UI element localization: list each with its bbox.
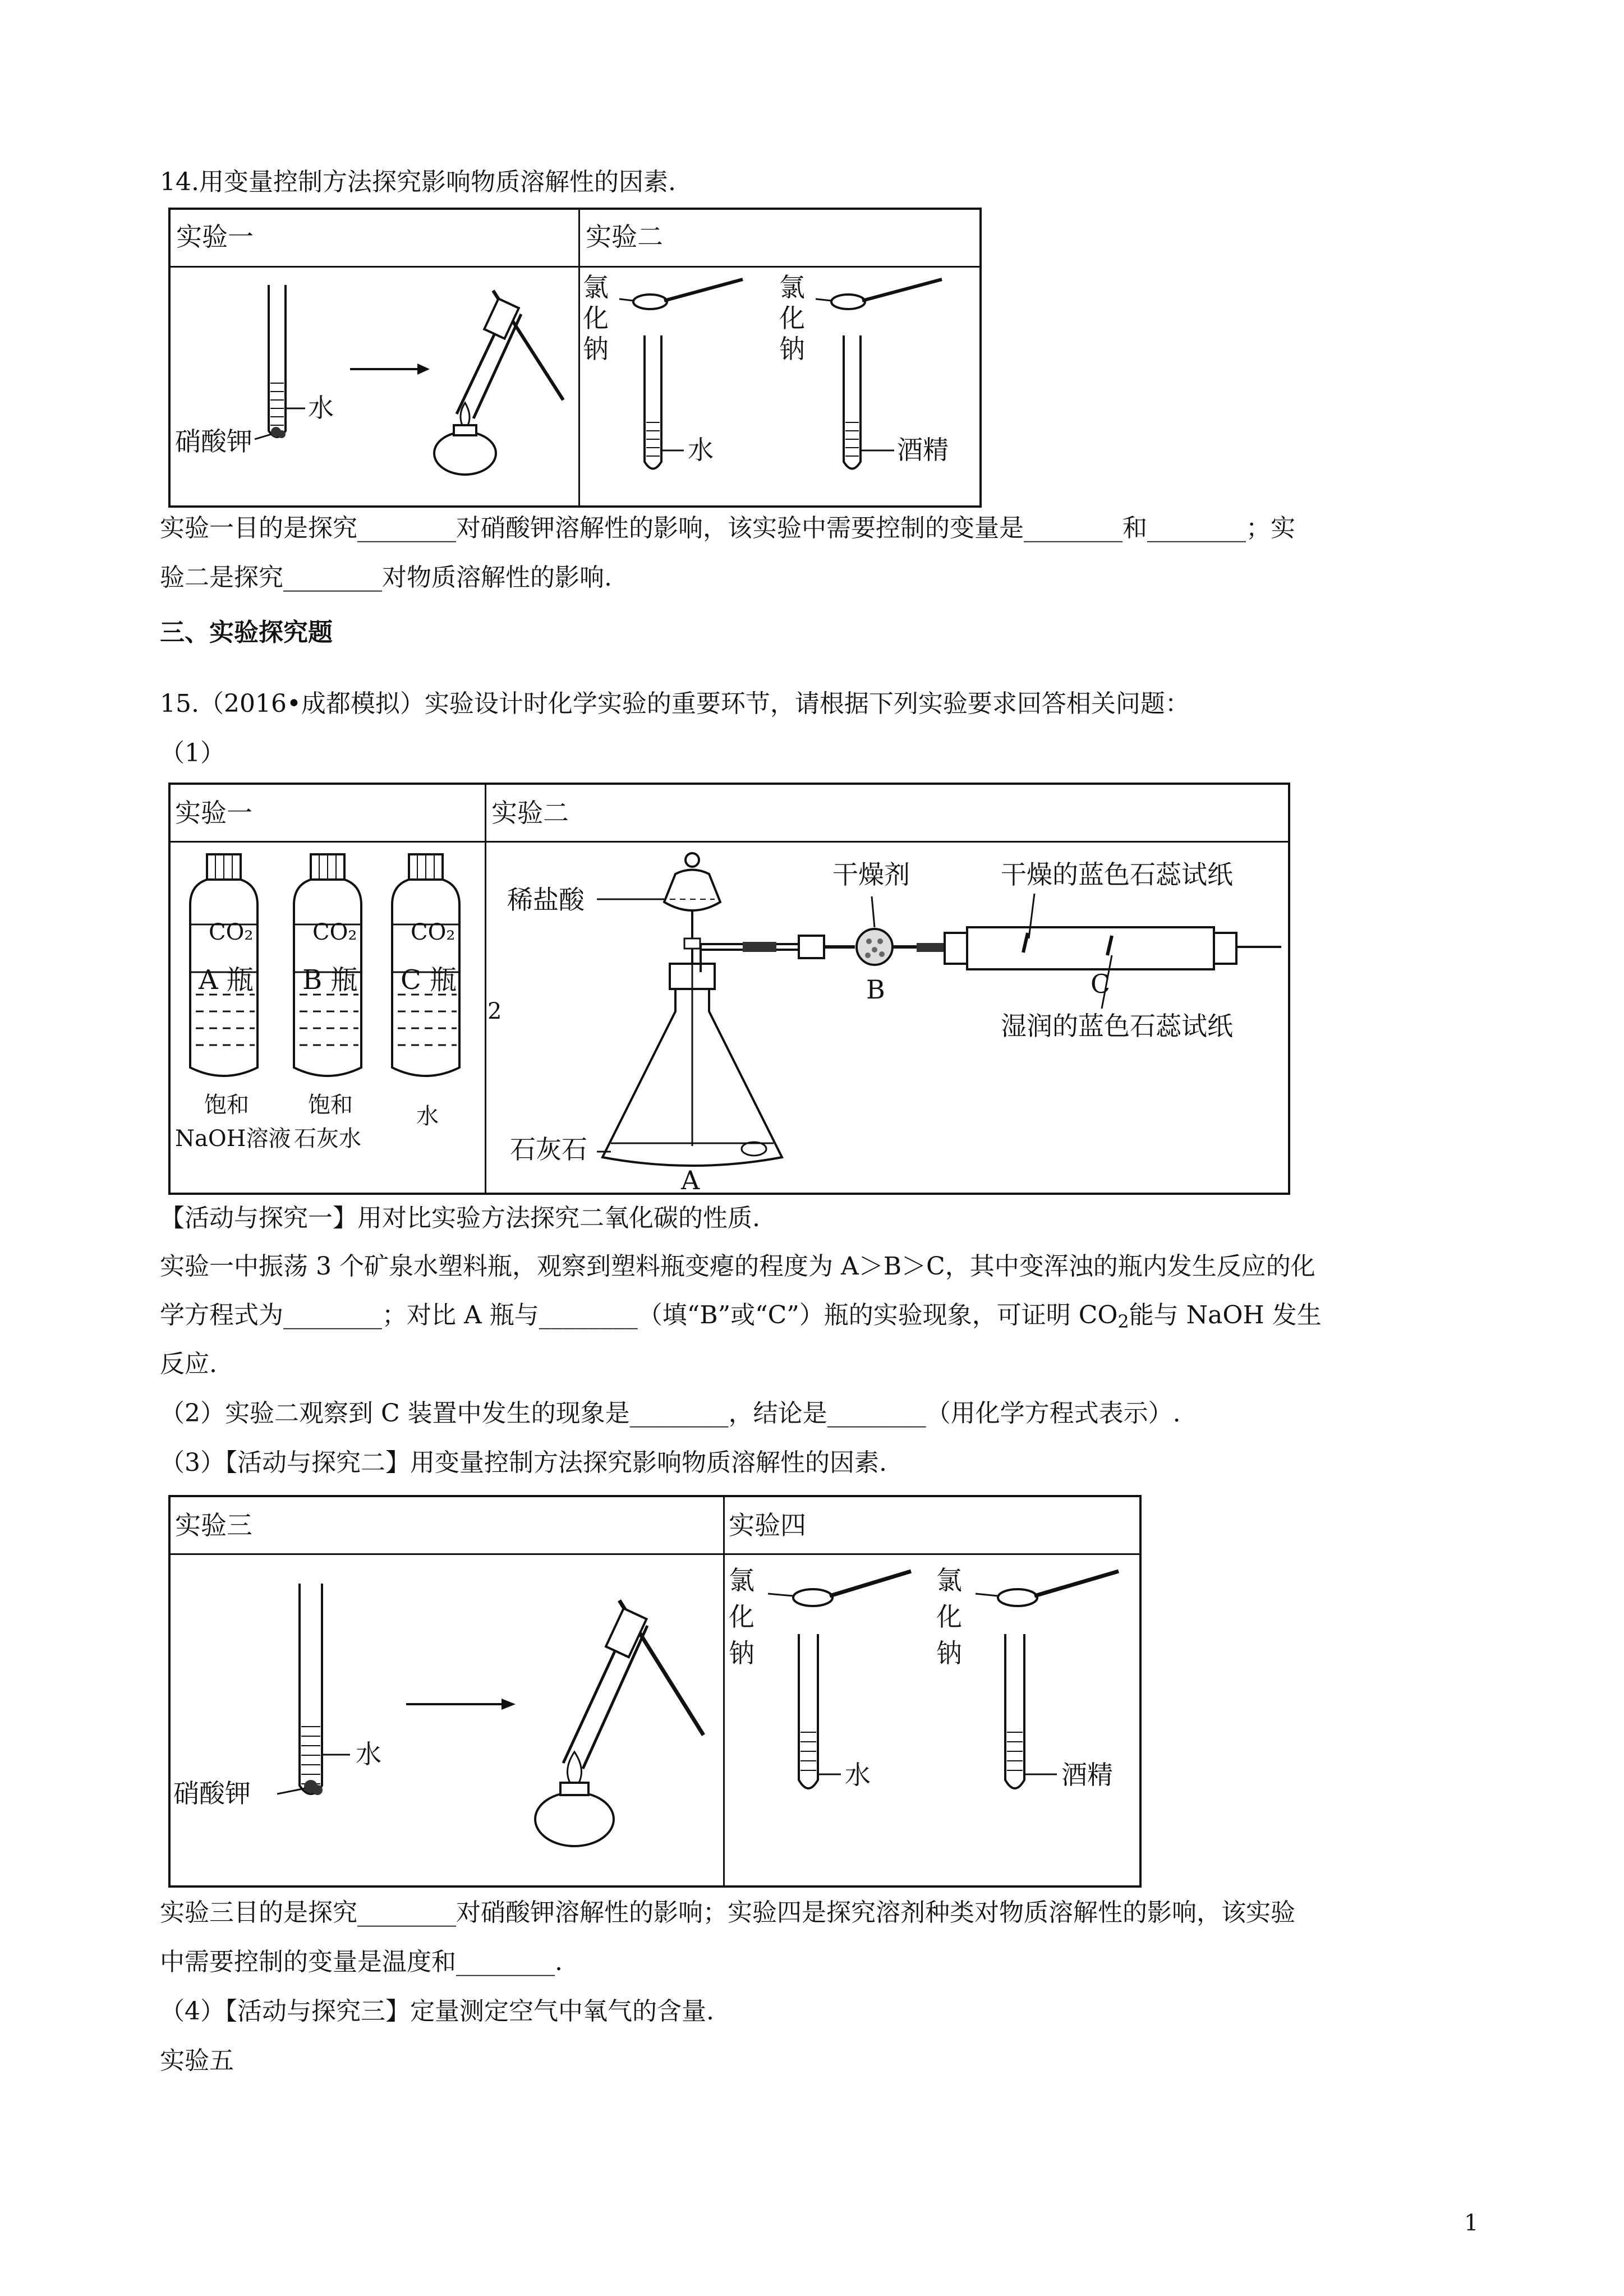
q15-table1 [168, 783, 1290, 1195]
bottle-b-caption1: 饱和 [308, 1092, 353, 1118]
bottle-b-gas: CO₂ [312, 919, 357, 945]
q15-t2-col1-header: 实验三 [175, 1510, 252, 1540]
q14-table [168, 208, 982, 508]
subscript: 2 [1117, 1312, 1129, 1332]
q14-exp1-figure [171, 268, 577, 508]
exp4-alcohol-label: 酒精 [1061, 1760, 1113, 1790]
p1-line3: 反应. [160, 1350, 217, 1378]
svg-text:氯 化 钠 [583, 272, 617, 364]
table-divider [171, 1553, 1139, 1555]
table-divider [723, 1497, 725, 1885]
bottle-c-gas: CO₂ [411, 919, 456, 945]
part4: （4）【活动与探究三】定量测定空气中氧气的含量. [160, 1997, 714, 2026]
part3: （3）【活动与探究二】用变量控制方法探究影响物质溶解性的因素. [160, 1448, 887, 1477]
q14-exp2-figure [580, 268, 981, 508]
limestone-label: 石灰石 [510, 1134, 587, 1165]
q15-exp3-figure [171, 1556, 720, 1888]
q14-line1: 实验一目的是探究________对硝酸钾溶解性的影响，该实验中需要控制的变量是________和________；实 [160, 514, 1295, 542]
wet-paper-label: 湿润的蓝色石蕊试纸 [1001, 1011, 1233, 1041]
dry-paper-label: 干燥的蓝色石蕊试纸 [1001, 859, 1233, 890]
bottle-a-gas: CO₂ [209, 919, 254, 945]
p3-line1: 实验三目的是探究________对硝酸钾溶解性的影响；实验四是探究溶剂种类对物质溶解性的影响，该实验 [160, 1898, 1295, 1927]
q14-salt-left-3: 钠 [583, 334, 609, 364]
bottle-b-caption2: 石灰水 [294, 1126, 361, 1152]
q15-table2 [168, 1495, 1142, 1888]
table-divider [485, 785, 486, 1193]
svg-text:氯 化 钠: 氯 化 钠 [779, 272, 805, 364]
desiccant-label: 干燥剂 [832, 859, 910, 890]
bottle-a-caption1: 饱和 [204, 1092, 249, 1118]
q14-solute-label: 硝酸钾 [175, 426, 252, 457]
q15-title: 15.（2016•成都模拟）实验设计时化学实验的重要环节，请根据下列实验要求回答相关问题： [160, 689, 1190, 718]
page-number: 1 [1464, 2210, 1479, 2236]
exp5-label: 实验五 [160, 2046, 234, 2075]
svg-text:氯 化 钠: 氯 化 钠 [729, 1565, 755, 1668]
section3-title: 三、实验探究题 [160, 618, 333, 647]
q14-salt-left-1: 氯 [583, 272, 609, 302]
bottle-a-caption2: NaOH溶液 [175, 1126, 291, 1152]
q15-part1-label: （1） [160, 739, 225, 767]
q14-salt-left-2: 化 [583, 303, 609, 333]
q14-water2-label: 水 [688, 435, 714, 465]
table-divider [171, 266, 979, 268]
bottle-c-name: C 瓶 [401, 964, 457, 996]
q15-apparatus-labels [507, 843, 1290, 1195]
stray-mark: 2 [487, 999, 502, 1024]
q15-t1-col2-header: 实验二 [491, 798, 569, 828]
exp3-solute-label: 硝酸钾 [173, 1778, 251, 1809]
activity1: 【活动与探究一】用对比实验方法探究二氧化碳的性质. [160, 1204, 760, 1232]
label-a: A [681, 1165, 700, 1195]
q15-exp4-figure [726, 1556, 1141, 1888]
p3-line2: 中需要控制的变量是温度和________. [160, 1948, 563, 1976]
q14-title: 14.用变量控制方法探究影响物质溶解性的因素. [160, 168, 676, 196]
bottle-c-caption1: 水 [416, 1103, 439, 1129]
q14-col2-header: 实验二 [586, 222, 663, 252]
q15-t1-col1-header: 实验一 [175, 798, 252, 828]
acid-label: 稀盐酸 [507, 885, 585, 915]
p1-line1: 实验一中振荡 3 个矿泉水塑料瓶，观察到塑料瓶变瘪的程度为 A＞B＞C，其中变浑浊的瓶内发生反应的化 [160, 1252, 1315, 1281]
exp3-water-label: 水 [356, 1739, 381, 1769]
q14-alcohol-label: 酒精 [897, 435, 949, 465]
label-b: B [866, 974, 885, 1005]
exp4-water-label: 水 [845, 1760, 871, 1790]
q14-line2: 验二是探究________对物质溶解性的影响. [160, 563, 612, 592]
p1-line2: 学方程式为________；对比 A 瓶与________（填“B”或“C”）瓶的实验现象，可证明 $CO_2$能与 NaOH 发生 [160, 1301, 1322, 1332]
q14-col1-header: 实验一 [176, 222, 254, 252]
q15-t2-col2-header: 实验四 [729, 1510, 806, 1540]
part2: （2）实验二观察到 C 装置中发生的现象是________，结论是________（用化学方程式表示）. [160, 1399, 1181, 1428]
svg-text:氯 化 钠: 氯 化 钠 [936, 1565, 962, 1668]
bottle-b-name: B 瓶 [302, 964, 358, 996]
q14-water-label: 水 [308, 393, 334, 423]
bottle-a-name: A 瓶 [199, 964, 254, 996]
table-divider [171, 841, 1288, 843]
label-c: C [1091, 969, 1111, 999]
